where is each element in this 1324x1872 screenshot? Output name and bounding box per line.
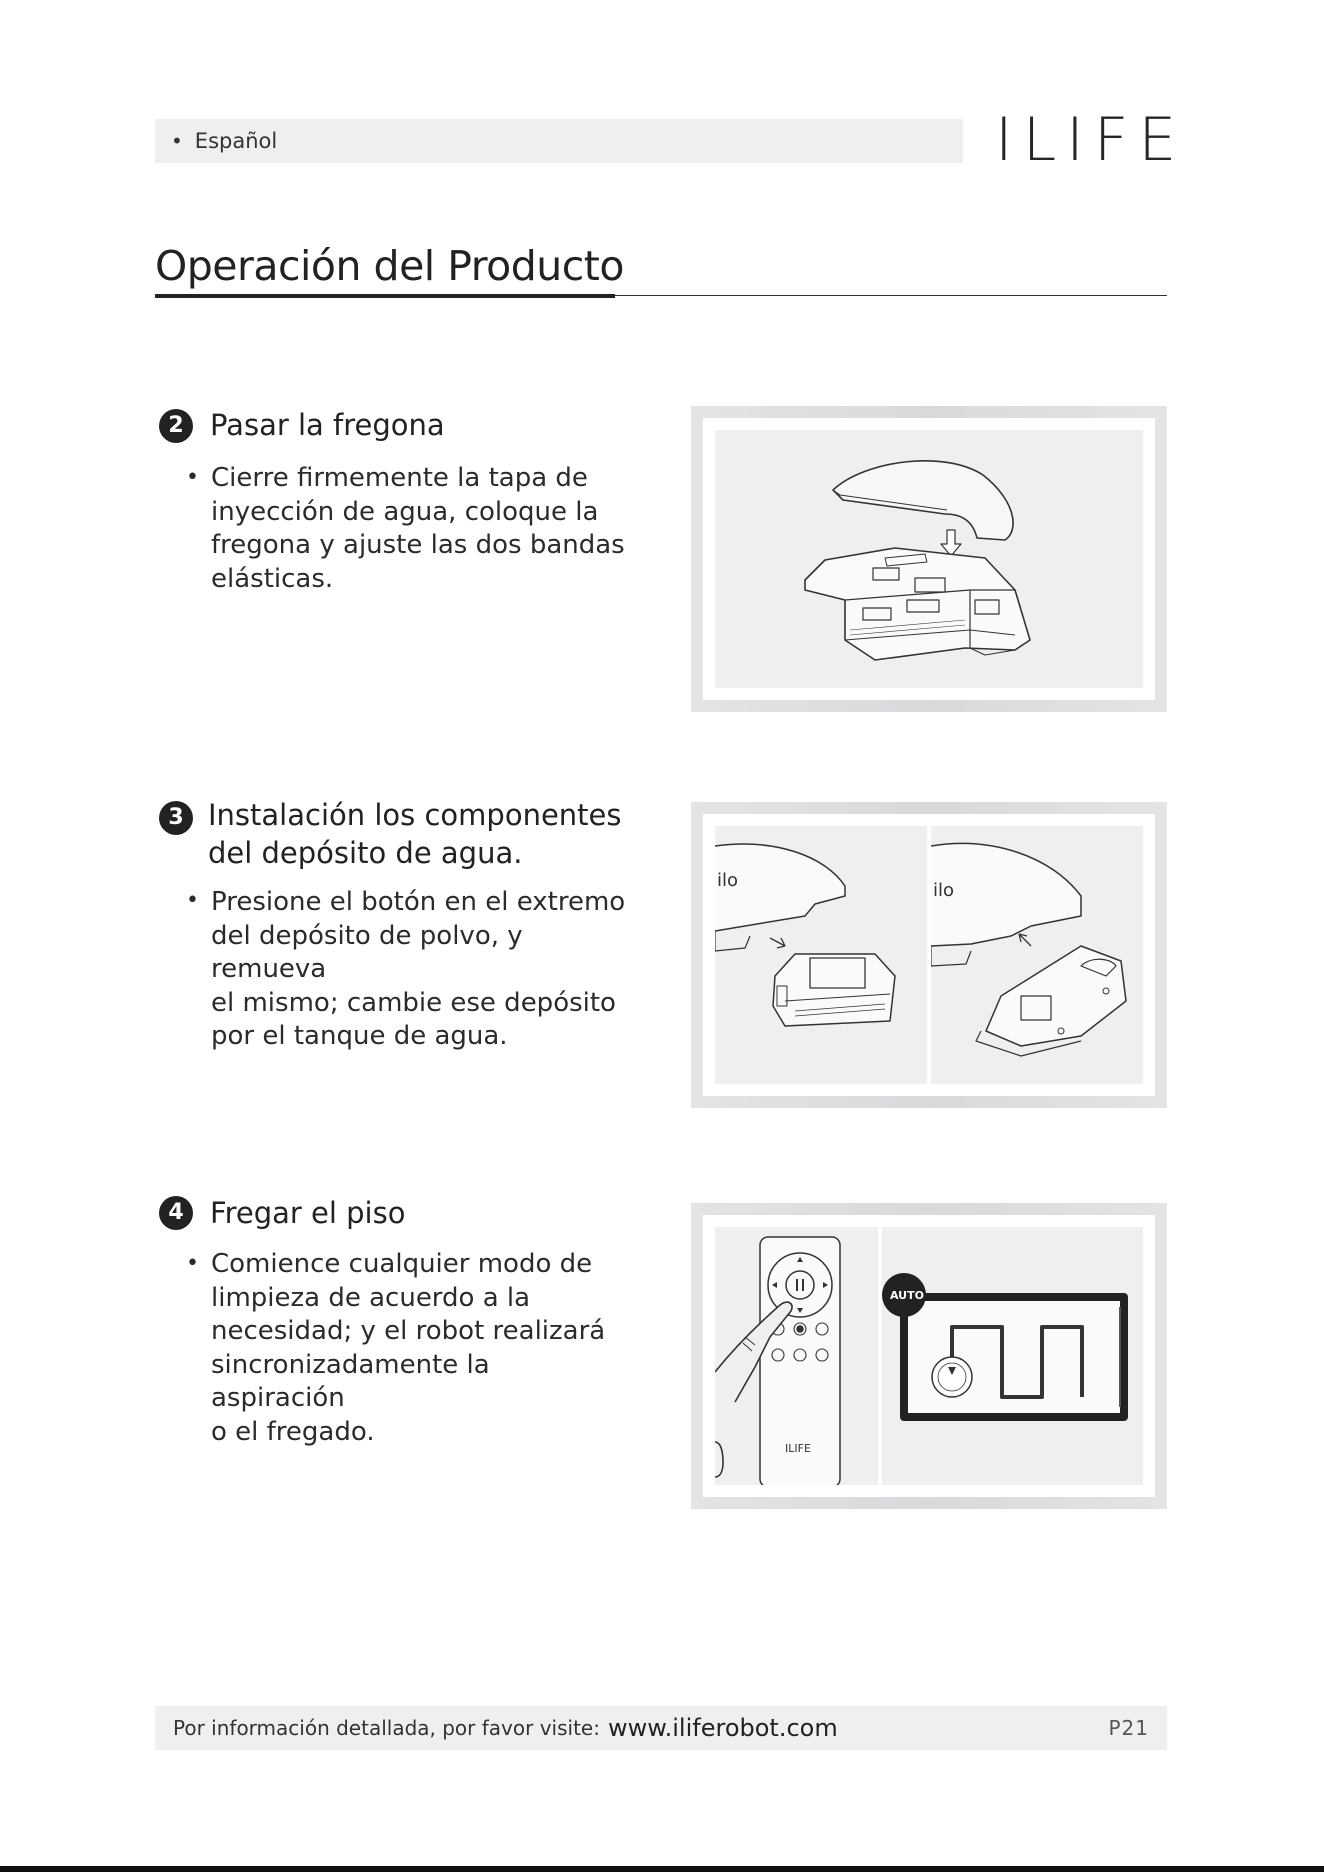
figure-inner [703,418,1155,700]
body-line: fregona y ajuste las dos bandas [211,530,625,560]
water-tank-insert-illustration [931,826,1143,1084]
step-heading-2: Pasar la fregona [210,408,445,442]
figure-mop-install [691,406,1167,712]
figure-inner [703,1215,1155,1497]
step-body-3 [211,886,631,1054]
language-bar [155,119,963,163]
body-line: inyección de agua, coloque la [211,496,599,527]
body-line: limpieza de acuerdo a la [211,1282,531,1313]
body-line: Presione el botón en el extremo [211,887,626,917]
body-line: por el tanque de agua. [211,1021,508,1051]
page-number: P21 [1108,1716,1149,1740]
bullet: • [186,1251,199,1276]
heading-line: del depósito de agua. [208,836,523,870]
website-link[interactable]: www.iliferobot.com [607,1714,838,1742]
body-line: Comience cualquier modo de [211,1249,593,1279]
body-line: del depósito de polvo, y remueva [211,920,523,984]
step-heading-4: Fregar el piso [210,1196,406,1230]
svg-text:ilo: ilo [717,870,739,891]
body-line: sincronizadamente la aspiración [211,1349,490,1413]
body-line: el mismo; cambie ese depósito [211,987,616,1018]
auto-mode-path-illustration [882,1227,1143,1485]
step-number-3: 3 [159,801,193,835]
step-body-2 [211,462,631,596]
heading-line: Instalación los componentes [208,798,622,832]
figure-water-tank-swap [691,802,1167,1108]
bullet: • [186,465,199,490]
language-bullet: • [171,129,183,153]
step-number-4: 4 [159,1196,193,1230]
brand-logo: ILIFE [995,105,1187,175]
language-label: Español [194,129,278,153]
mop-tank-illustration [715,430,1143,688]
footer-text: Por información detallada, por favor visite: [173,1716,600,1740]
figure-mopping [691,1203,1167,1509]
auto-badge-text: AUTO [890,1289,924,1302]
body-line: elásticas. [211,563,334,594]
figure-inner [703,814,1155,1096]
body-line: Cierre firmemente la tapa de [211,463,588,493]
step-heading-3 [208,796,622,872]
page-edge [0,1866,1324,1872]
svg-text:ilo: ilo [933,880,955,901]
remote-brand-text: ILIFE [785,1442,811,1455]
body-line: o el fregado. [211,1416,375,1447]
title-rule-accent [155,294,615,298]
dust-bin-removal-illustration [715,826,927,1084]
bullet: • [186,888,199,913]
remote-control-illustration [715,1227,878,1485]
step-body-4 [211,1248,631,1449]
footer-bar [155,1706,1167,1750]
section-title: Operación del Producto [155,242,624,290]
step-number-2: 2 [159,409,193,443]
body-line: necesidad; y el robot realizará [211,1316,606,1346]
